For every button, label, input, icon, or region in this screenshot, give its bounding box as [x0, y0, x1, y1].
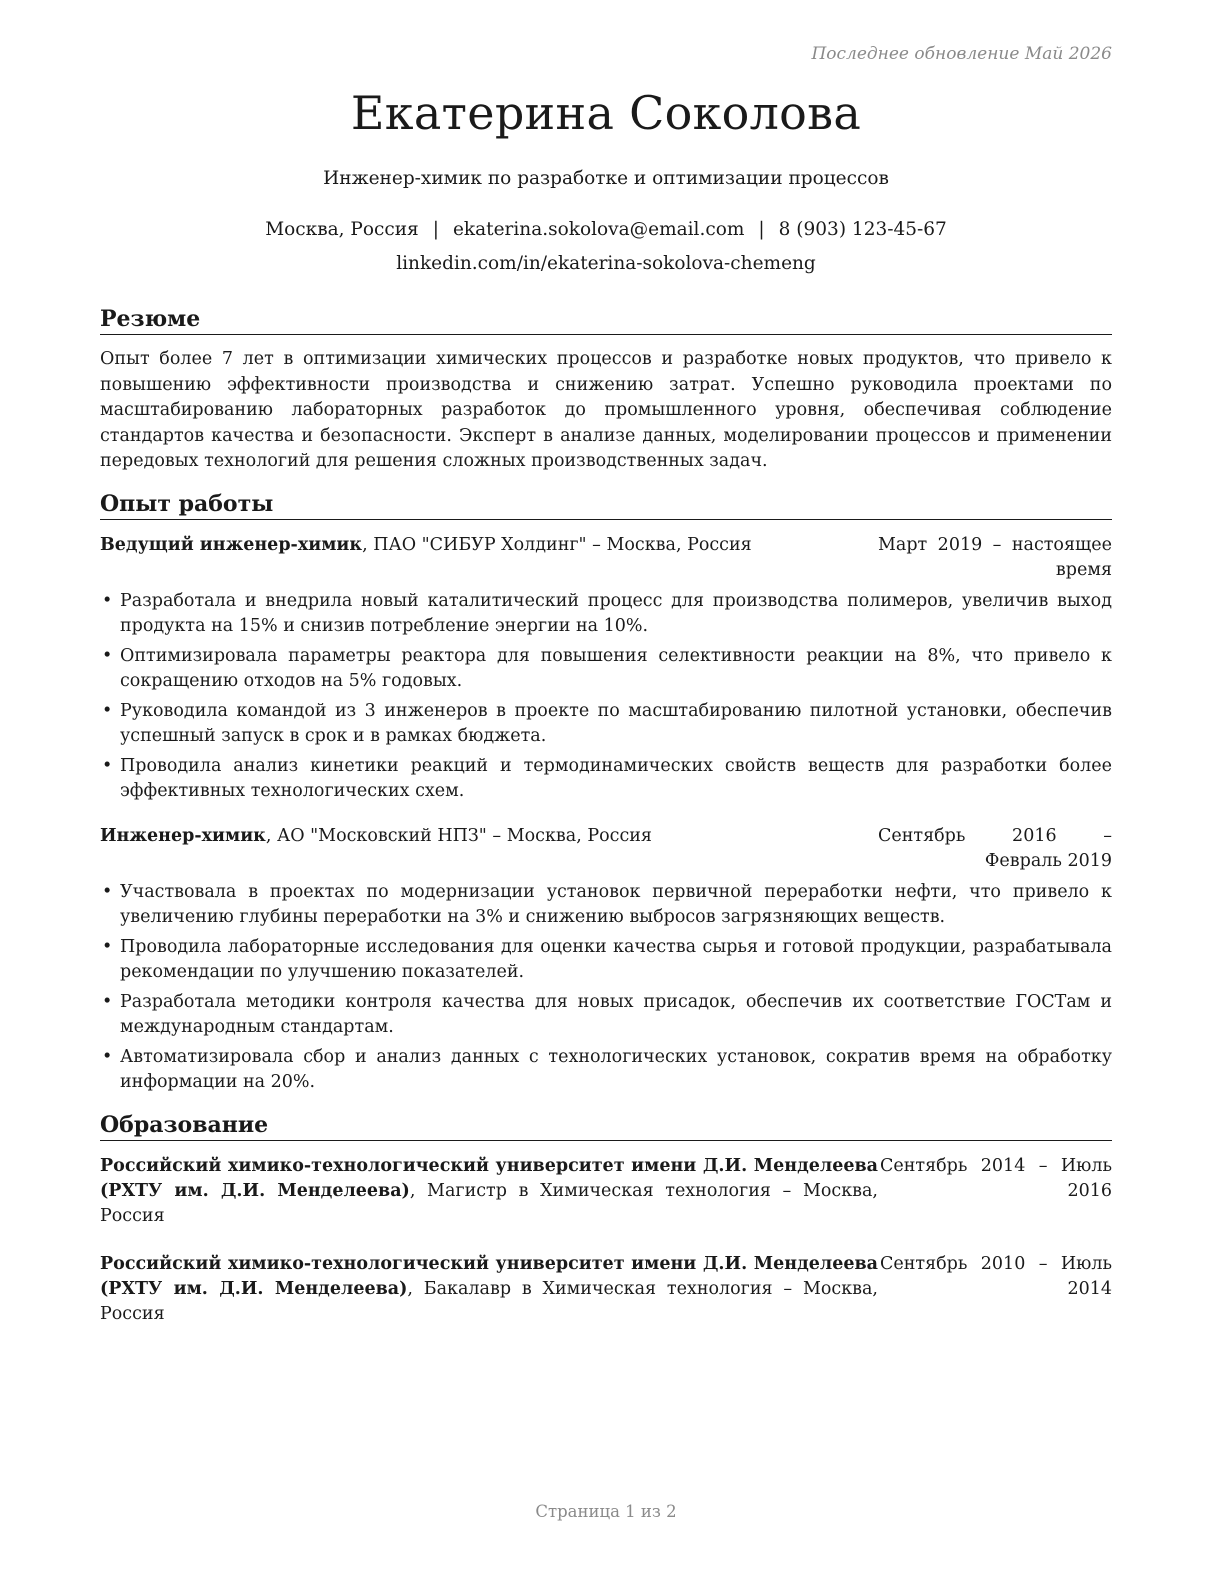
- job-header: [100, 533, 1112, 583]
- education-institution: Российский химико-технологический университет имени Д.И. Менделеева (РХТУ им. Д.И. Менделеева): [100, 1156, 878, 1201]
- page-number: Страница 1 из 2: [535, 1502, 677, 1521]
- list-item: • Разработала методики контроля качества для новых присадок, обеспечив их соответствие ГОСТам и международным стандартам.: [100, 990, 1112, 1040]
- job-dates: Сентябрь 2016 – Февраль 2019: [878, 826, 1112, 871]
- job-company: , АО "Московский НПЗ" – Москва, Россия: [265, 826, 652, 846]
- last-updated: Последнее обновление Май 2026: [811, 44, 1112, 64]
- education-entry: [100, 1154, 1112, 1229]
- email-link[interactable]: ekaterina.sokolova@email.com: [452, 219, 745, 240]
- education-institution: Российский химико-технологический университет имени Д.И. Менделеева (РХТУ им. Д.И. Менделеева): [100, 1254, 878, 1299]
- job-entry: [100, 533, 1112, 804]
- education-dates: Сентябрь 2014 – Июль 2016: [880, 1156, 1112, 1201]
- job-position: Ведущий инженер-химик: [100, 535, 363, 555]
- separator: |: [758, 219, 765, 240]
- section-title-experience: Опыт работы: [100, 491, 1112, 520]
- job-dates: Март 2019 – настоящее время: [878, 535, 1112, 580]
- section-title-education: Образование: [100, 1112, 1112, 1141]
- job-bullets: [100, 589, 1112, 804]
- education-entry: [100, 1252, 1112, 1327]
- education-details: , Бакалавр в Химическая технология – Москва, Россия: [100, 1279, 878, 1324]
- summary-text: Опыт более 7 лет в оптимизации химических процессов и разработке новых продуктов, что привело к повышению эффективности производства и снижению затрат. Успешно руководила проектами по масштабированию лабораторных разработок до промышленного уровня, обеспечивая соблюдение стандартов качества и безопасности. Эксперт в анализе данных, моделировании процессов и применении передовых технологий для решения сложных производственных задач.: [100, 349, 1112, 471]
- experience-section: [100, 491, 1112, 1100]
- list-item: • Участвовала в проектах по модернизации установок первичной переработки нефти, что привело к увеличению глубины переработки на 3% и снижению выбросов загрязняющих веществ.: [100, 880, 1112, 930]
- phone: 8 (903) 123-45-67: [778, 219, 947, 240]
- list-item: • Проводила анализ кинетики реакций и термодинамических свойств веществ для разработки более эффективных технологических схем.: [100, 754, 1112, 804]
- contact-line: [100, 219, 1112, 240]
- job-position: Инженер-химик: [100, 826, 266, 846]
- job-company: , ПАО "СИБУР Холдинг" – Москва, Россия: [362, 535, 752, 555]
- section-title-summary: Резюме: [100, 306, 1112, 335]
- job-entry: [100, 824, 1112, 1095]
- location: Москва, Россия: [265, 219, 419, 240]
- list-item: • Руководила командой из 3 инженеров в проекте по масштабированию пилотной установки, обеспечив успешный запуск в срок и в рамках бюджета.: [100, 699, 1112, 749]
- list-item: • Оптимизировала параметры реактора для повышения селективности реакции на 8%, что привело к сокращению отходов на 5% годовых.: [100, 644, 1112, 694]
- candidate-name: Екатерина Соколова: [350, 86, 862, 140]
- headline: Инженер-химик по разработке и оптимизации процессов: [323, 168, 889, 189]
- job-bullets: [100, 880, 1112, 1095]
- separator: |: [432, 219, 439, 240]
- list-item: • Автоматизировала сбор и анализ данных с технологических установок, сократив время на обработку информации на 20%.: [100, 1045, 1112, 1095]
- list-item: • Разработала и внедрила новый каталитический процесс для производства полимеров, увеличив выход продукта на 15% и снизив потребление энергии на 10%.: [100, 589, 1112, 639]
- education-details: , Магистр в Химическая технология – Москва, Россия: [100, 1181, 878, 1226]
- list-item: • Проводила лабораторные исследования для оценки качества сырья и готовой продукции, разрабатывала рекомендации по улучшению показателей.: [100, 935, 1112, 985]
- linkedin-link[interactable]: linkedin.com/in/ekaterina-sokolova-chemeng: [396, 253, 816, 274]
- education-section: [100, 1112, 1112, 1327]
- summary-section: [100, 306, 1112, 475]
- resume-page: [100, 0, 1112, 1584]
- education-dates: Сентябрь 2010 – Июль 2014: [880, 1254, 1112, 1299]
- job-header: [100, 824, 1112, 874]
